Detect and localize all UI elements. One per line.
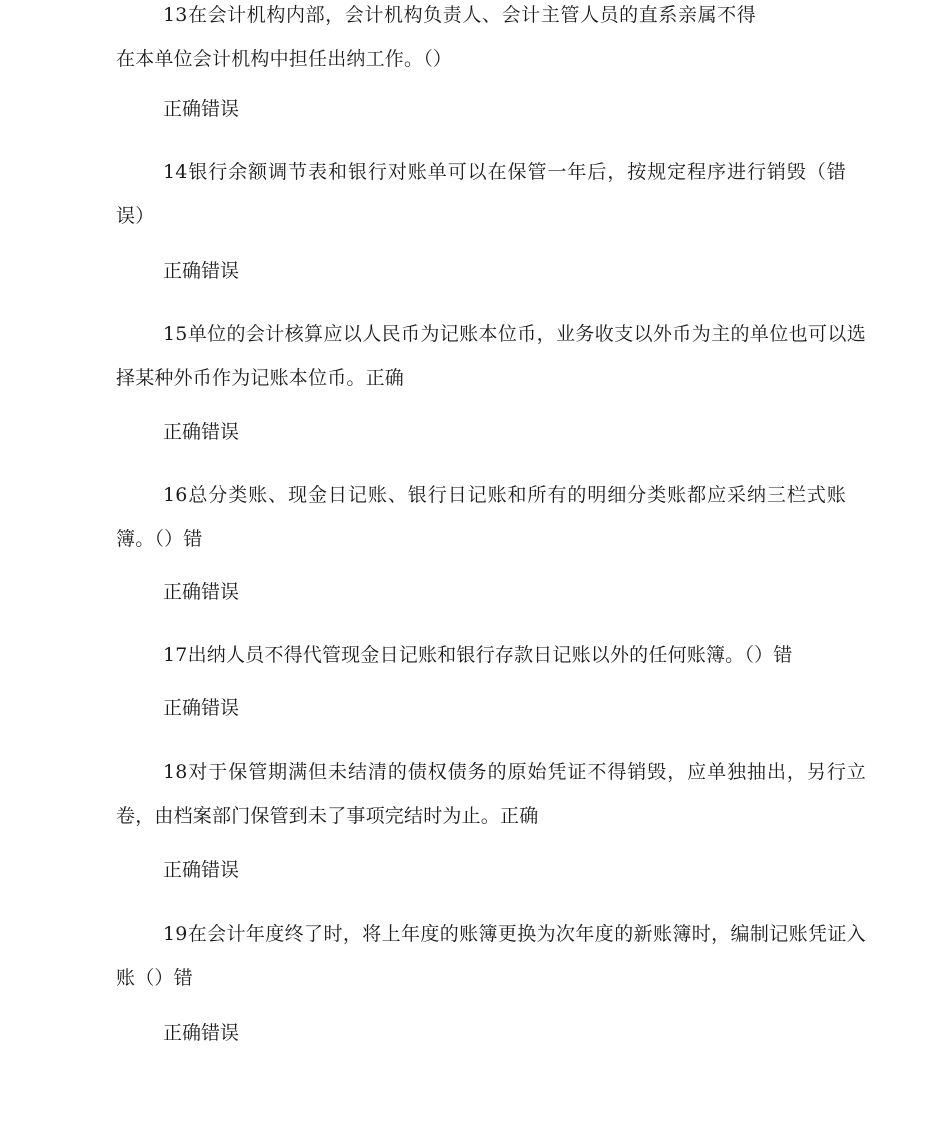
question-19-text: 19在会计年度终了时，将上年度的账簿更换为次年度的新账簿时，编制记账凭证入账（）错 (116, 923, 866, 989)
option-wrong: 错误 (201, 260, 240, 282)
option-correct: 正确 (163, 697, 202, 719)
question-15-text: 15单位的会计核算应以人民币为记账本位币，业务收支以外币为主的单位也可以选择某种外币作为记账本位币。正确 (116, 323, 866, 389)
question-19-options (163, 1020, 239, 1046)
option-correct: 正确 (163, 421, 202, 443)
option-correct: 正确 (163, 581, 202, 603)
option-correct: 正确 (163, 1022, 202, 1044)
option-wrong: 错误 (201, 697, 240, 719)
question-13-options (163, 96, 239, 122)
question-13-text: 13在会计机构内部，会计机构负责人、会计主管人员的直系亲属不得在本单位会计机构中担任出纳工作。（） (116, 4, 756, 70)
question-16-options (163, 579, 239, 605)
option-correct: 正确 (163, 859, 202, 881)
question-18-text: 18对于保管期满但未结清的债权债务的原始凭证不得销毁，应单独抽出，另行立卷，由档案部门保管到未了事项完结时为止。正确 (116, 761, 866, 827)
option-wrong: 错误 (201, 581, 240, 603)
option-wrong: 错误 (201, 98, 240, 120)
question-17-options (163, 695, 239, 721)
question-18-options (163, 857, 239, 883)
option-wrong: 错误 (201, 1022, 240, 1044)
question-15-options (163, 419, 239, 445)
option-wrong: 错误 (201, 421, 240, 443)
question-17-text: 17出纳人员不得代管现金日记账和银行存款日记账以外的任何账簿。（）错 (163, 644, 793, 666)
question-14-options (163, 258, 239, 284)
option-wrong: 错误 (201, 859, 240, 881)
question-16-text: 16总分类账、现金日记账、银行日记账和所有的明细分类账都应采纳三栏式账簿。（）错 (116, 484, 846, 550)
option-correct: 正确 (163, 260, 202, 282)
option-correct: 正确 (163, 98, 202, 120)
question-14-text: 14银行余额调节表和银行对账单可以在保管一年后，按规定程序进行销毁（错误） (116, 161, 846, 227)
